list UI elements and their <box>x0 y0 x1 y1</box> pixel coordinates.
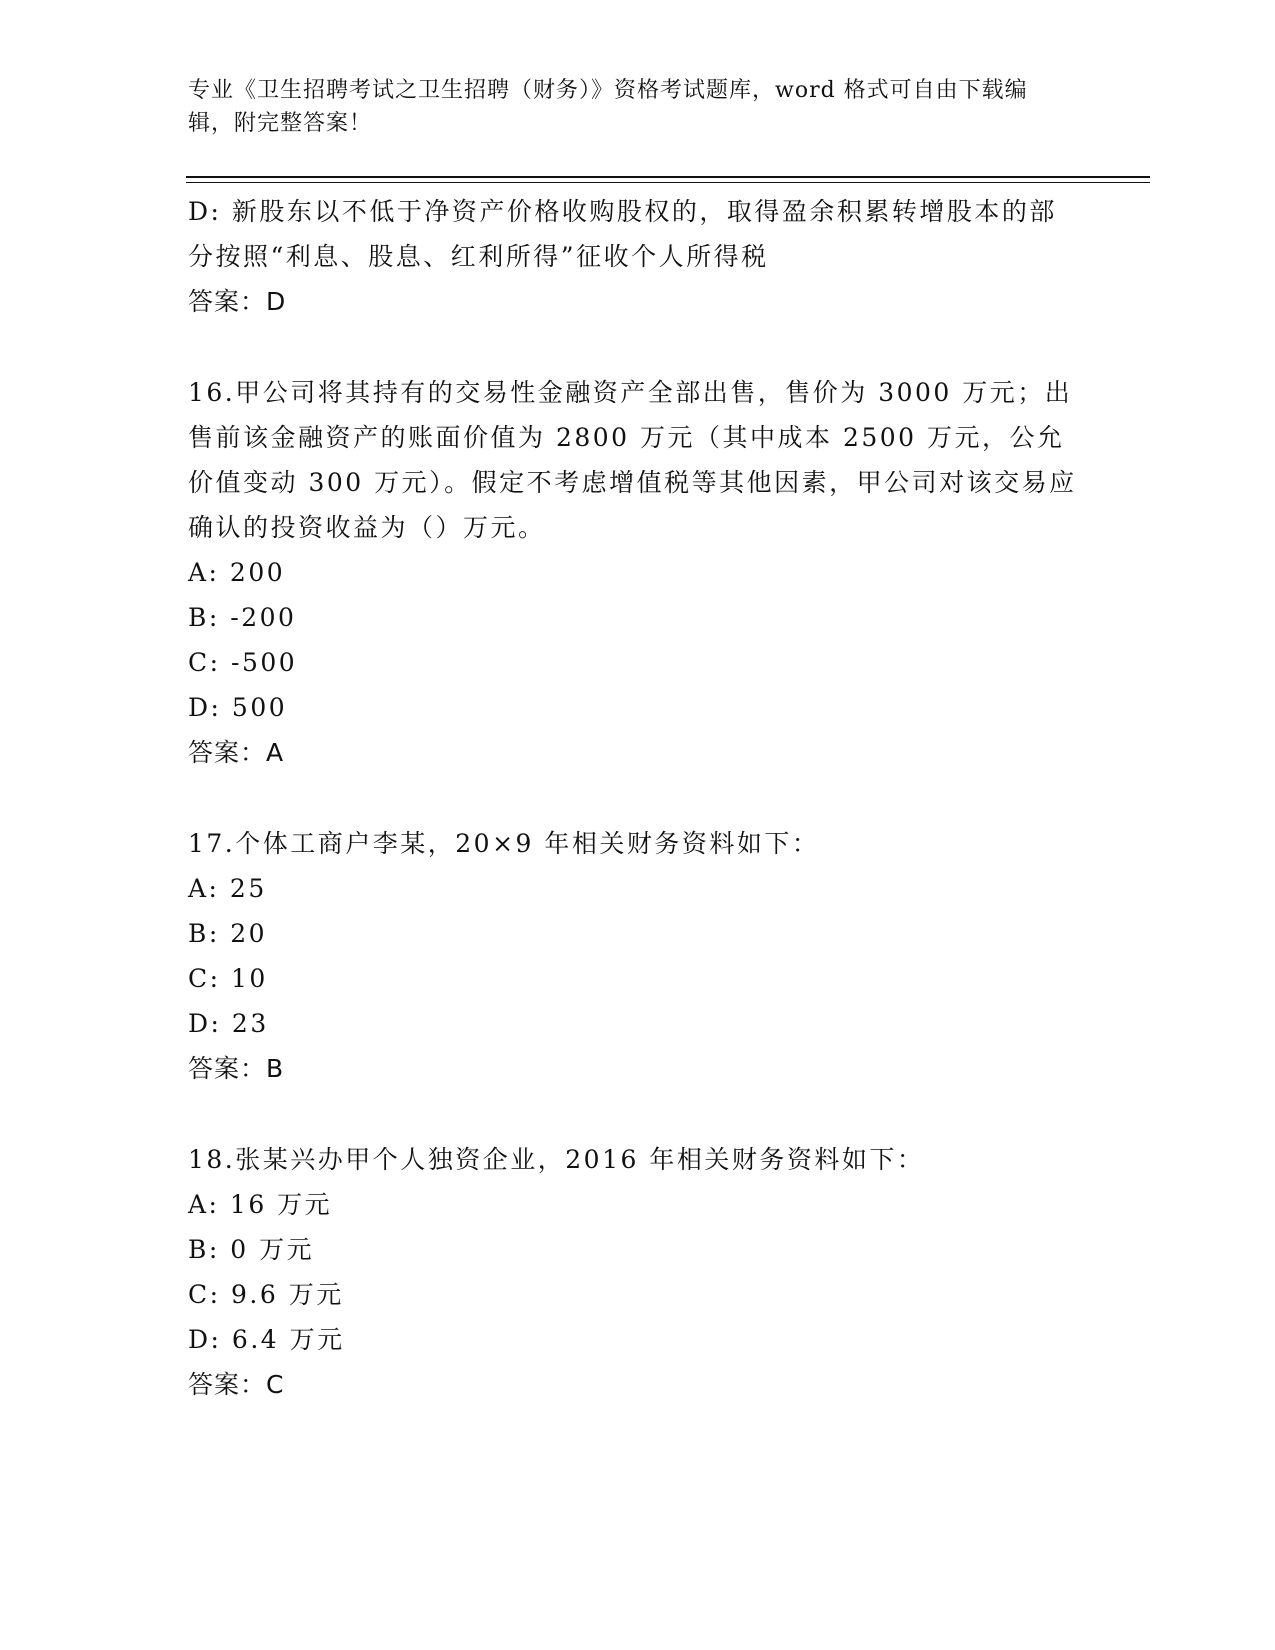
option-d: D: 500 <box>188 693 288 722</box>
option-b: B: 0 万元 <box>188 1235 315 1264</box>
option-a: A: 25 <box>188 874 267 903</box>
document-body <box>188 189 1078 1407</box>
option-a: A: 16 万元 <box>188 1190 333 1219</box>
option-c: C: -500 <box>188 648 298 677</box>
option-b: B: 20 <box>188 919 268 948</box>
question-answer: 答案：C <box>188 1370 285 1399</box>
question-stem: 18.张某兴办甲个人独资企业，2016 年相关财务资料如下： <box>188 1145 925 1174</box>
page-header: 专业《卫生招聘考试之卫生招聘（财务）》资格考试题库，word 格式可自由下载编辑，附完整答案！ <box>188 78 1028 136</box>
spacer <box>188 324 1078 370</box>
question-answer: 答案：A <box>188 738 285 767</box>
question-17 <box>188 821 1078 1091</box>
spacer <box>188 1091 1078 1137</box>
option-c: C: 9.6 万元 <box>188 1280 344 1309</box>
option-c: C: 10 <box>188 964 268 993</box>
question-16 <box>188 370 1078 775</box>
header-rule-thin <box>186 182 1150 183</box>
question-answer: 答案：B <box>188 1054 285 1083</box>
spacer <box>188 775 1078 821</box>
header-rule-thick <box>186 176 1150 178</box>
question-stem: 16.甲公司将其持有的交易性金融资产全部出售，售价为 3000 万元；出售前该金融资产的账面价值为 2800 万元（其中成本 2500 万元，公允价值变动 300 万元）。假定不考虑增值税等其他因素，甲公司对该交易应确认的投资收益为（）万元。 <box>188 378 1077 542</box>
continued-answer: 答案：D <box>188 287 287 316</box>
option-b: B: -200 <box>188 603 297 632</box>
question-18 <box>188 1137 1078 1407</box>
option-d: D: 23 <box>188 1009 269 1038</box>
question-stem: 17.个体工商户李某，20×9 年相关财务资料如下： <box>188 829 820 858</box>
continued-option-d: D: 新股东以不低于净资产价格收购股权的，取得盈余积累转增股本的部分按照“利息、股息、红利所得”征收个人所得税 <box>188 197 1057 271</box>
option-d: D: 6.4 万元 <box>188 1325 345 1354</box>
option-a: A: 200 <box>188 558 286 587</box>
